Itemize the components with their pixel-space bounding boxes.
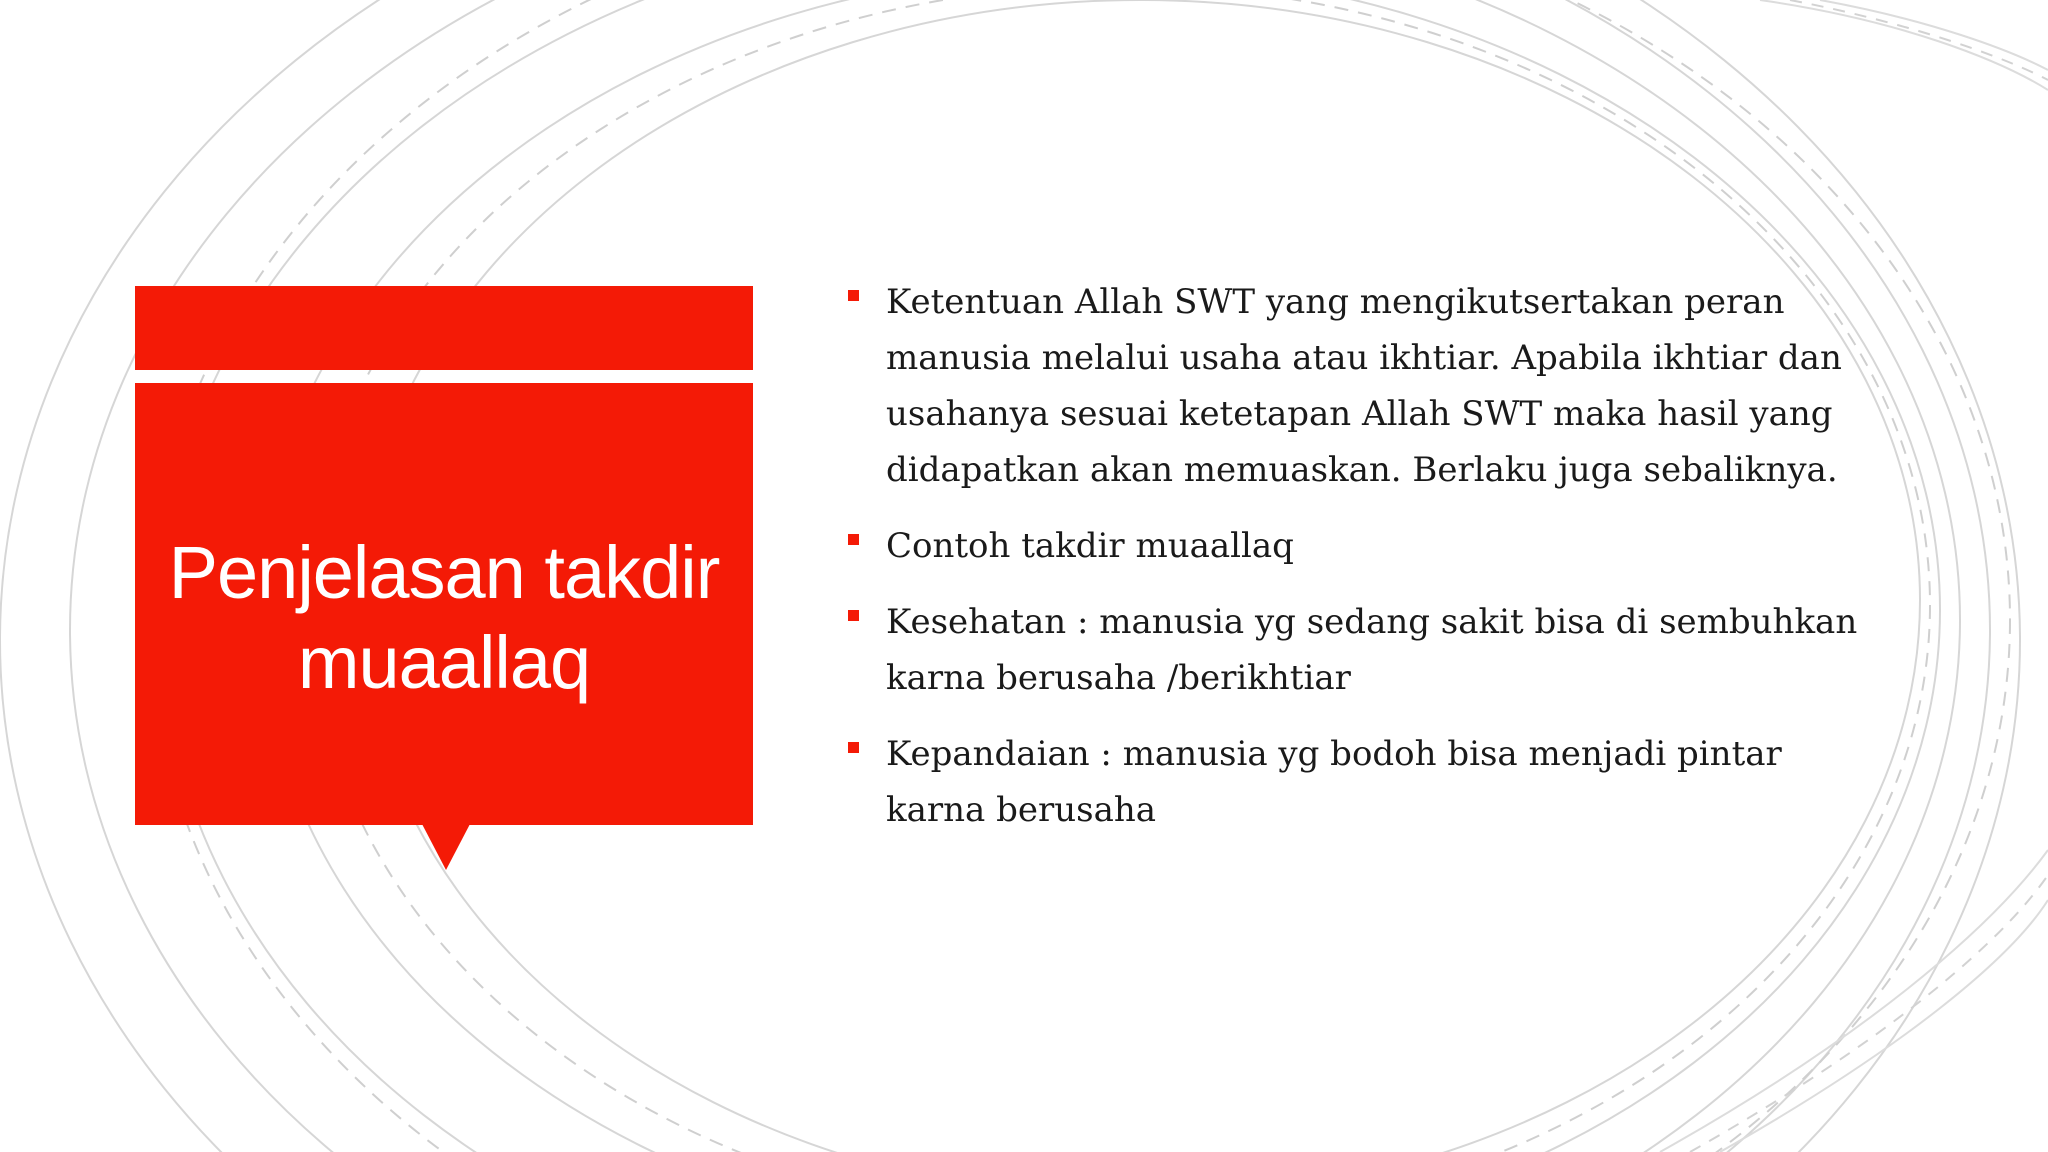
bullet-text: Ketentuan Allah SWT yang mengikutsertakan peran manusia melalui usaha atau ikhtiar. Apabila ikhtiar dan usahanya sesuai ketetapan Allah SWT maka hasil yang didapatkan akan memuaskan. Berlaku juga sebaliknya. [886,282,1842,490]
bullet-item [848,518,1888,574]
bullet-text: Kepandaian : manusia yg bodoh bisa menjadi pintar karna berusaha [886,734,1782,830]
square-bullet-icon [848,534,859,545]
bullet-list [848,274,1888,858]
title-callout-box [135,383,753,825]
bullet-item [848,274,1888,498]
square-bullet-icon [848,610,859,621]
square-bullet-icon [848,290,859,301]
slide-title: Penjelasan takdir muaallaq [168,531,720,704]
bullet-text: Contoh takdir muaallaq [886,526,1294,566]
title-callout-pointer [422,824,470,870]
title-accent-bar [135,286,753,370]
bullet-text: Kesehatan : manusia yg sedang sakit bisa di sembuhkan karna berusaha /berikhtiar [886,602,1858,698]
bullet-item [848,726,1888,838]
bullet-item [848,594,1888,706]
square-bullet-icon [848,742,859,753]
